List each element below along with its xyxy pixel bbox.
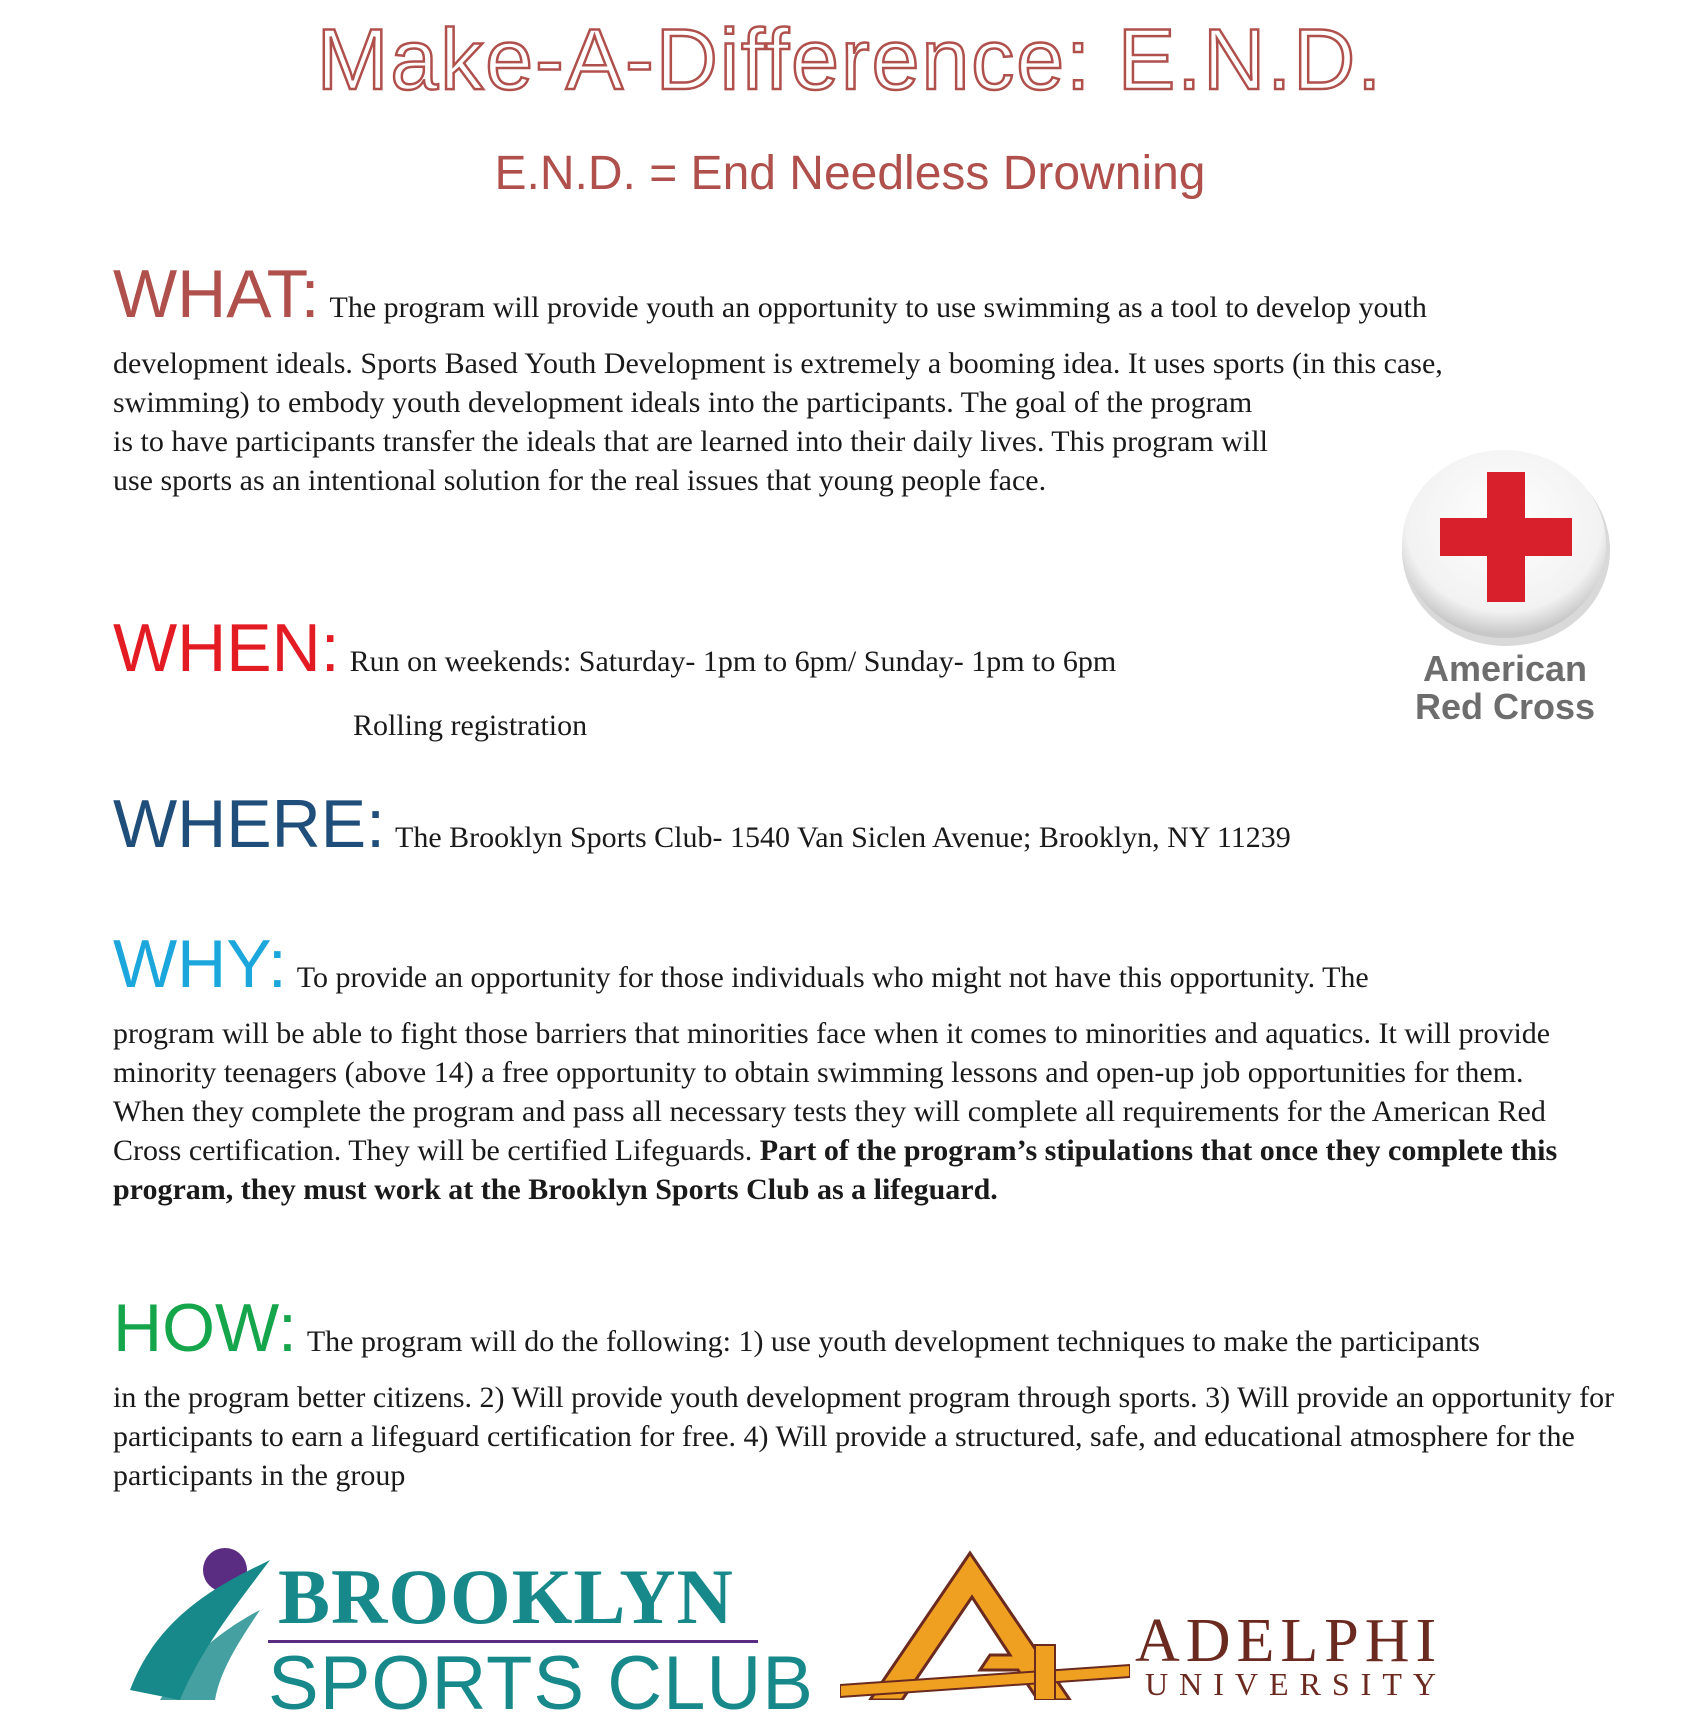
- adelphi-wordmark: ADELPHI: [1135, 1607, 1443, 1675]
- when-schedule: Run on weekends: Saturday- 1pm to 6pm/ Sunday- 1pm to 6pm: [349, 645, 1117, 678]
- when-section: [113, 610, 1293, 745]
- what-line2: development ideals. Sports Based Youth Development is extremely a booming idea. It uses sports (in this case,: [113, 347, 1443, 380]
- document-title: Make-A-Difference: E.N.D.: [316, 12, 1384, 108]
- where-address: The Brooklyn Sports Club- 1540 Van Siclen Avenue; Brooklyn, NY 11239: [395, 821, 1291, 854]
- how-section: [113, 1290, 1643, 1495]
- what-heading: WHAT:: [113, 256, 320, 332]
- when-registration: Rolling registration: [353, 709, 588, 742]
- document-subtitle: E.N.D. = End Needless Drowning: [494, 147, 1206, 200]
- what-line1: The program will provide youth an opportunity to use swimming as a tool to develop youth: [329, 291, 1427, 324]
- brooklyn-wordmark: BROOKLYN: [278, 1553, 734, 1640]
- where-section: [113, 786, 1513, 874]
- why-line1: To provide an opportunity for those individuals who might not have this opportunity. The: [296, 961, 1369, 994]
- when-heading: WHEN:: [113, 610, 340, 686]
- university-wordmark: UNIVERSITY: [1145, 1666, 1447, 1702]
- why-heading: WHY:: [113, 926, 287, 1002]
- how-line1: The program will do the following: 1) use youth development techniques to make the participants: [306, 1325, 1480, 1358]
- why-stipulation: Part of the program’s stipulations that once they complete this program, they must work at the Brooklyn Sports Club as a lifeguard.: [113, 1134, 1558, 1206]
- how-heading: HOW:: [113, 1290, 297, 1366]
- where-heading: WHERE:: [113, 786, 385, 862]
- how-body: in the program better citizens. 2) Will provide youth development program through sports. 3) Will provide an opportunity for participants to earn a lifeguard certification for free. 4) Will provide a structured, safe, and educational atmosphere for the participants in the group: [113, 1381, 1615, 1492]
- sports-club-wordmark: SPORTS CLUB: [268, 1641, 814, 1726]
- what-section: [113, 256, 1593, 500]
- red-cross-wordmark: American Red Cross: [1414, 648, 1596, 727]
- what-body: swimming) to embody youth development ideals into the participants. The goal of the program is to have participants transfer the ideals that are learned into their daily lives. This program will use sports as an intentional solution for the real issues that young people face.: [113, 386, 1268, 497]
- why-body: program will be able to fight those barriers that minorities face when it comes to minorities and aquatics. It will provide minority teenagers (above 14) a free opportunity to obtain swimming lessons and open-up job opportunities for them. When they complete the program and pass all necessary tests they will complete all requirements for the American Red Cross certification. They will be certified Lifeguards.: [113, 1017, 1551, 1167]
- adelphi-university-logo-icon: [840, 1545, 1130, 1700]
- why-section: [113, 926, 1573, 1209]
